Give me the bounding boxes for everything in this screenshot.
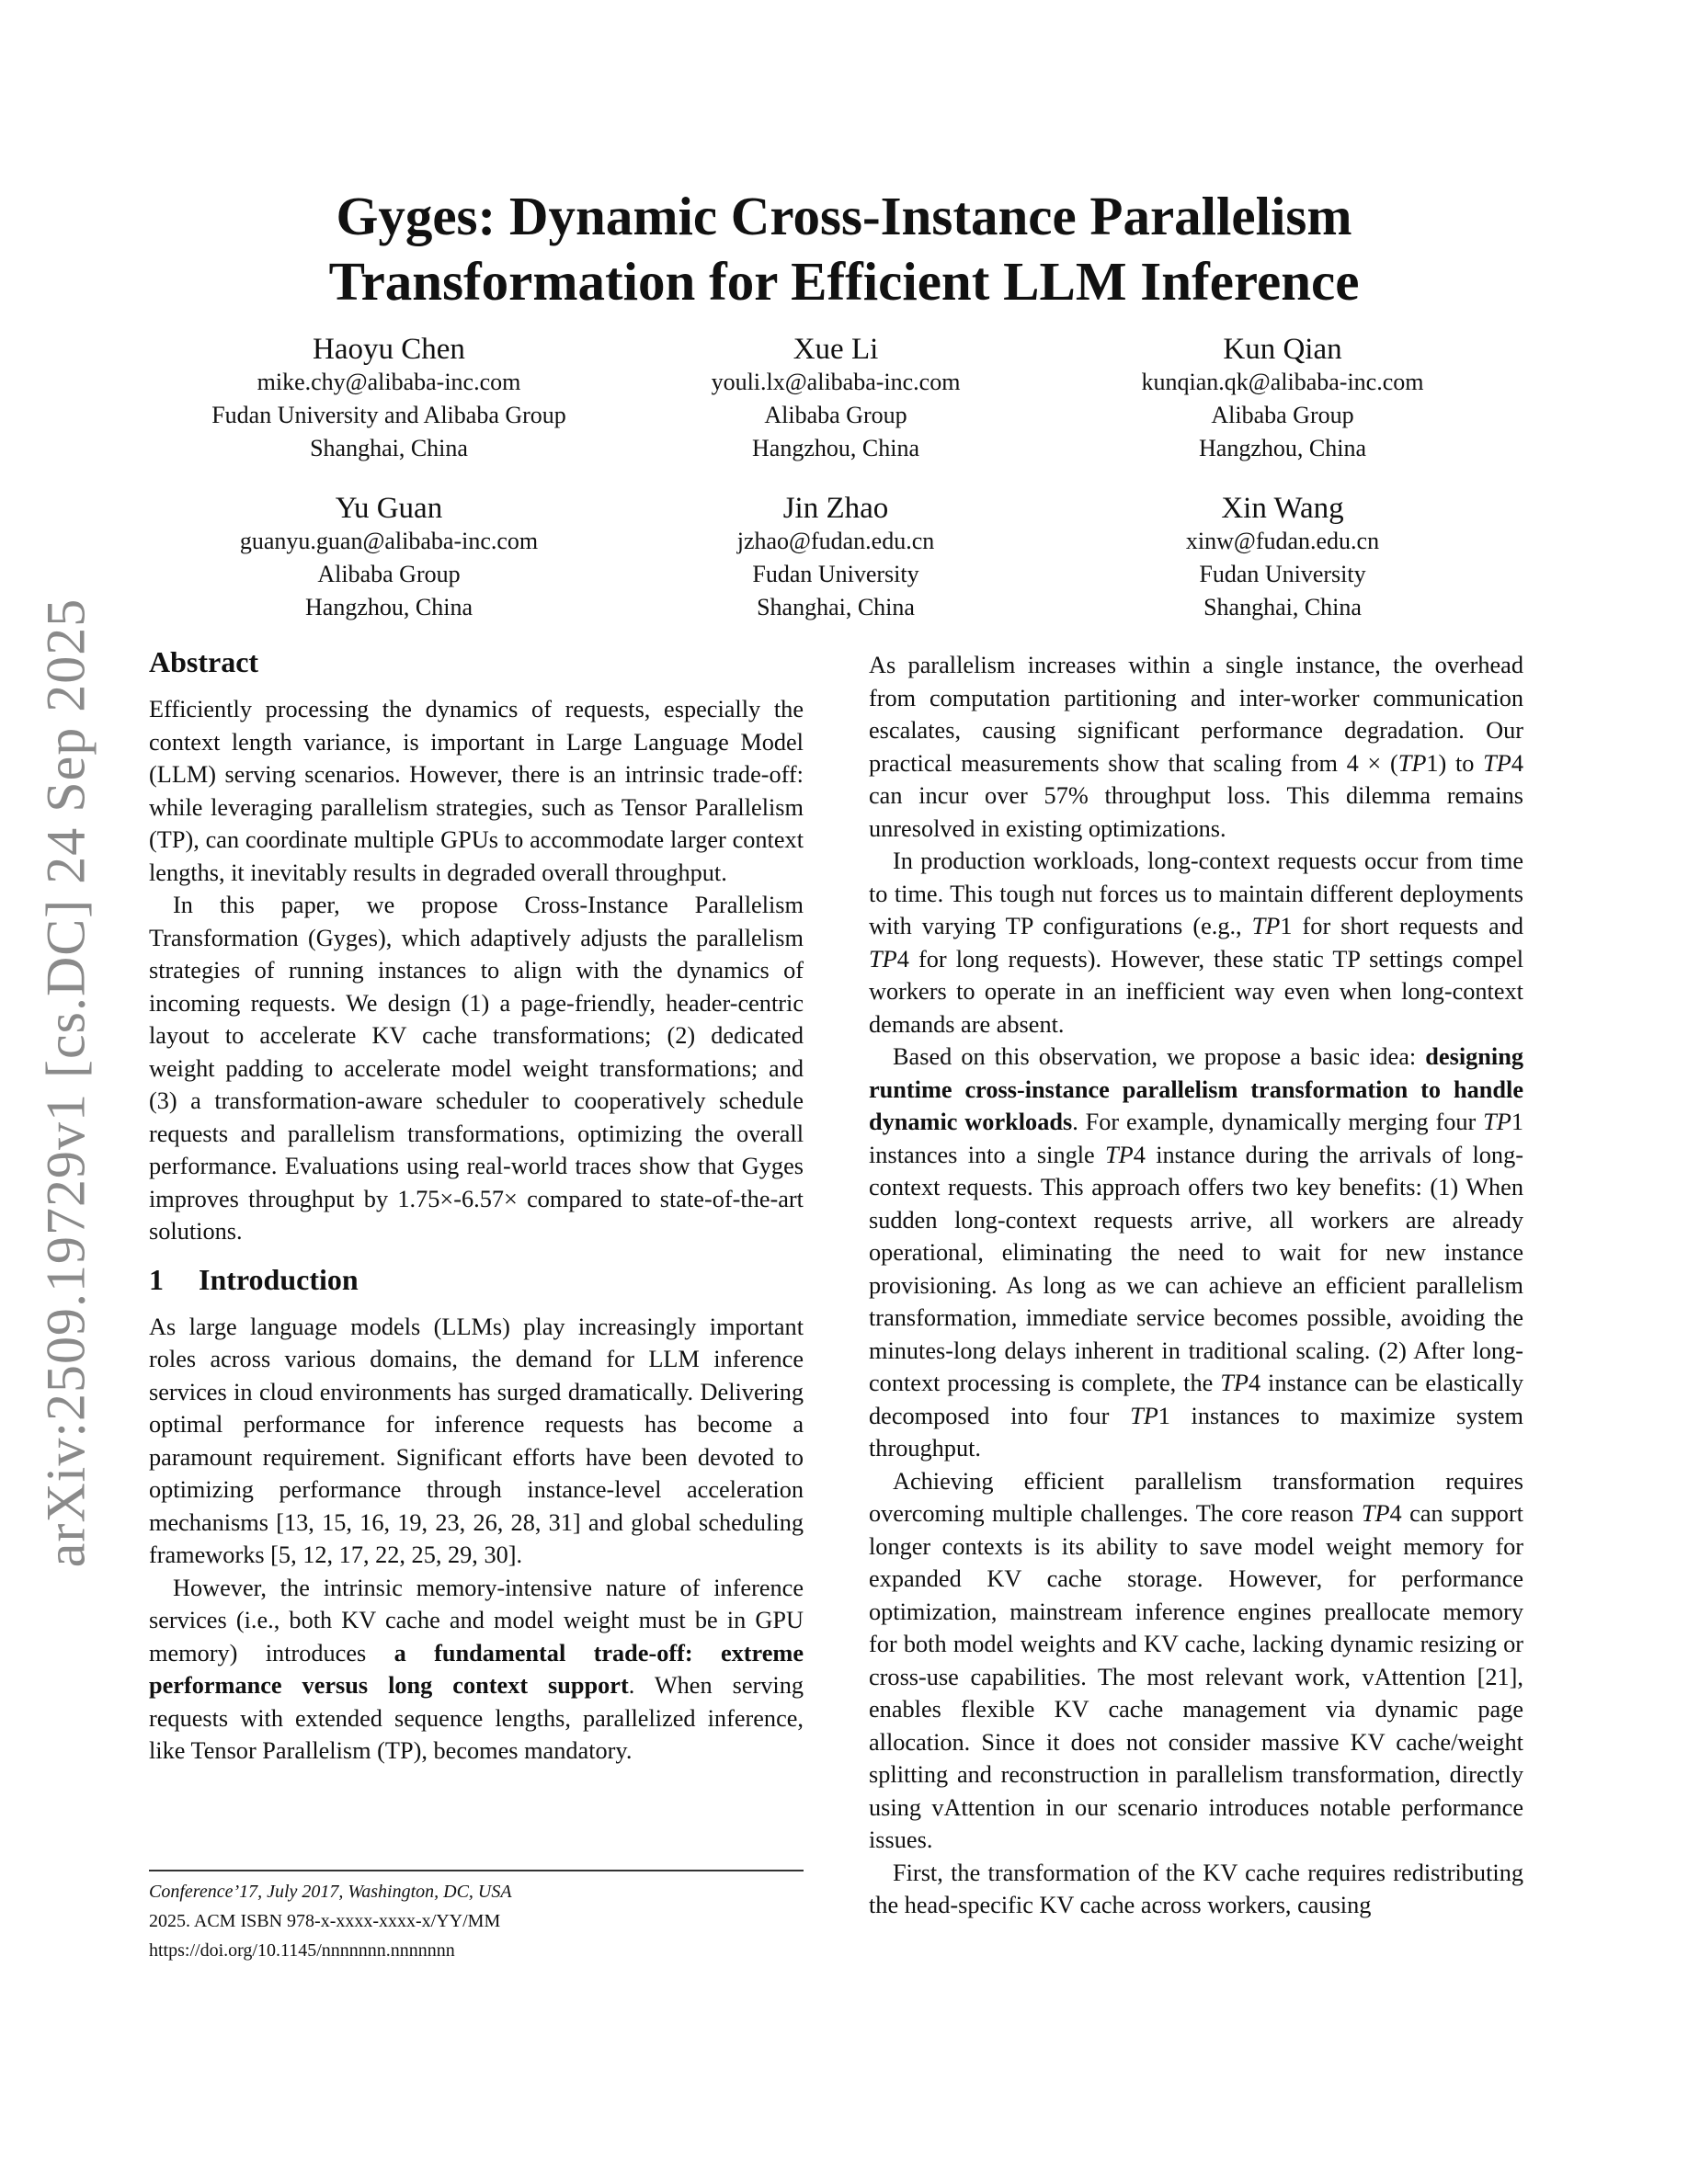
bold-text: a fundamental trade-off: extreme performance versus long context support [149, 1639, 804, 1699]
conference-info: Conference’17, July 2017, Washington, DC, USA [149, 1882, 512, 1902]
author-name: Xue Li [793, 333, 879, 366]
author-email: guanyu.guan@alibaba-inc.com [239, 528, 539, 554]
italic-math-text: TP [1483, 749, 1511, 777]
italic-math-text: TP [1397, 749, 1427, 777]
doi-link[interactable]: https://doi.org/10.1145/nnnnnnn.nnnnnnn [149, 1940, 455, 1961]
text-run: 1) to [1426, 749, 1484, 777]
paragraph [149, 693, 804, 889]
text-run: . For example, dynamically merging four [1072, 1109, 1484, 1135]
italic-math-text: TP [1361, 1500, 1390, 1527]
text-run: In this paper, we propose Cross-Instance Parallelism Transformation (Gyges), which adaptively adjusts the parallelism strategies of running instances to align with the dynamics of incoming requests. We design (1) a page-friendly, header-centric layout to accelerate KV cache transformations; (2) dedicated weight padding to accelerate model weight transformations; and (3) a transformation-aware scheduler to cooperatively schedule requests and parallelism transformations, optimizing the overall performance. Evaluations using real-world traces show that Gyges improves throughput by 1.75×-6.57× compared to state-of-the-art solutions. [149, 892, 804, 1245]
author-affiliation: Alibaba Group [1211, 402, 1354, 428]
right-column-body [869, 649, 1523, 1922]
author-name: Kun Qian [1223, 333, 1342, 366]
title-line: Transformation for Efficient LLM Inference [328, 251, 1360, 312]
text-run: 1 instances to maximize system throughput. [869, 1402, 1524, 1462]
author-block [1007, 331, 1558, 465]
paragraph [149, 1572, 804, 1768]
introduction-body [149, 1311, 804, 1768]
author-block [1007, 490, 1558, 624]
author-location: Hangzhou, China [305, 594, 473, 620]
arxiv-identifier-stamp: arXiv:2509.19729v1 [cs.DC] 24 Sep 2025 [35, 597, 97, 1568]
bold-text: designing runtime cross-instance parallelism transformation to handle dynamic workloads [869, 1043, 1523, 1135]
text-run: 4 can incur over 57% throughput loss. This dilemma remains unresolved in existing optimizations. [869, 749, 1523, 842]
author-affiliation: Alibaba Group [317, 561, 461, 587]
text-run: Based on this observation, we propose a basic idea: [893, 1043, 1426, 1070]
text-run: 4 can support longer contexts is its ability to save model weight memory for expanded KV cache storage. However, for performance optimization, mainstream inference engines preallocate memory for both model weights and KV cache, lacking dynamic resizing or cross-use capabilities. The most relevant work, vAttention [21], enables flexible KV cache management via dynamic page allocation. Since it does not consider massive KV cache/weight splitting and reconstruction in parallelism transformation, directly using vAttention in our scenario introduces notable performance issues. [869, 1500, 1523, 1853]
abstract-body [149, 693, 804, 1248]
paragraph [149, 889, 804, 1248]
title-line: Gyges: Dynamic Cross-Instance Parallelism [336, 186, 1352, 246]
text-run: First, the transformation of the KV cache requires redistributing the head-specific KV cache across workers, causing [869, 1859, 1523, 1918]
italic-math-text: TP [1483, 1109, 1511, 1135]
author-location: Shanghai, China [757, 594, 915, 620]
paper-title [0, 184, 1688, 314]
author-email: kunqian.qk@alibaba-inc.com [1141, 369, 1424, 395]
text-run: However, the intrinsic memory-intensive nature of inference services (i.e., both KV cache and model weight must be in GPU memory) introduces [149, 1574, 804, 1666]
isbn-info: 2025. ACM ISBN 978-x-xxxx-xxxx-x/YY/MM [149, 1911, 501, 1931]
paragraph [149, 1311, 804, 1572]
text-run: . When serving requests with extended sequence lengths, parallelized inference, like Tensor Parallelism (TP), becomes mandatory. [149, 1672, 804, 1764]
author-affiliation: Fudan University and Alibaba Group [211, 402, 566, 428]
right-column [869, 649, 1523, 1922]
author-email: jzhao@fudan.edu.cn [736, 528, 935, 554]
paragraph [869, 1465, 1523, 1857]
text-run: Efficiently processing the dynamics of requests, especially the context length variance, is important in Large Language Model (LLM) serving scenarios. However, there is an intrinsic trade-off: while leveraging parallelism strategies, such as Tensor Parallelism (TP), can coordinate multiple GPUs to accommodate larger context lengths, it inevitably results in degraded overall throughput. [149, 696, 804, 886]
author-name: Haoyu Chen [313, 333, 465, 366]
italic-math-text: TP [1130, 1402, 1158, 1429]
text-run: 4 for long requests). However, these static TP settings compel workers to operate in an inefficient way even when long-context demands are absent. [869, 945, 1523, 1038]
author-location: Shanghai, China [310, 435, 468, 461]
author-location: Shanghai, China [1203, 594, 1362, 620]
italic-math-text: TP [1105, 1141, 1134, 1168]
text-run: As parallelism increases within a single instance, the overhead from computation partitioning and inter-worker communication escalates, causing significant performance degradation. Our practical measurements show that scaling from 4 × ( [869, 652, 1523, 777]
section-heading-introduction [149, 1261, 804, 1298]
italic-math-text: TP [1251, 913, 1281, 939]
text-run: 1 instances into a single [869, 1109, 1523, 1168]
paragraph [869, 845, 1523, 1041]
author-name: Jin Zhao [782, 492, 889, 525]
author-name: Xin Wang [1221, 492, 1344, 525]
text-run: In production workloads, long-context requests occur from time to time. This tough nut forces us to maintain different deployments with varying TP configurations (e.g., [869, 847, 1523, 939]
author-location: Hangzhou, China [1199, 435, 1366, 461]
author-email: xinw@fudan.edu.cn [1185, 528, 1380, 554]
section-number: 1 [149, 1262, 164, 1296]
italic-math-text: TP [869, 945, 897, 973]
text-run: 4 instance can be elastically decomposed into four [869, 1370, 1523, 1429]
author-email: mike.chy@alibaba-inc.com [257, 369, 521, 395]
paragraph [869, 649, 1523, 845]
author-location: Hangzhou, China [752, 435, 919, 461]
text-run: As large language models (LLMs) play increasingly important roles across various domains, the demand for LLM inference services in cloud environments has surged dramatically. Delivering optimal performance for inference requests has become a paramount requirement. Significant efforts have been devoted to optimizing performance through instance-level acceleration mechanisms [13, 15, 16, 19, 23, 26, 28, 31] and global scheduling frameworks [5, 12, 17, 22, 25, 29, 30]. [149, 1313, 804, 1568]
author-affiliation: Alibaba Group [764, 402, 907, 428]
section-title: Introduction [199, 1262, 359, 1296]
author-affiliation: Fudan University [1199, 561, 1366, 587]
paragraph [869, 1041, 1523, 1465]
author-name: Yu Guan [335, 492, 443, 525]
abstract-heading: Abstract [149, 645, 259, 678]
text-run: 1 for short requests and [1280, 913, 1524, 939]
text-run: 4 instance during the arrivals of long-context requests. This approach offers two key benefits: (1) When sudden long-context requests arrive, all workers are already operational, eliminating the need to wait for new instance provisioning. As long as we can achieve an efficient parallelism transformation, immediate service becomes possible, avoiding the minutes-long delays inherent in traditional scaling. (2) After long-context processing is complete, the [869, 1141, 1523, 1396]
author-affiliation: Fudan University [752, 561, 919, 587]
footnote [149, 1870, 804, 1965]
paragraph [869, 1857, 1523, 1922]
text-run: Achieving efficient parallelism transformation requires overcoming multiple challenges. The core reason [869, 1467, 1523, 1527]
italic-math-text: TP [1220, 1370, 1249, 1396]
author-email: youli.lx@alibaba-inc.com [711, 369, 961, 395]
left-column [149, 643, 804, 1768]
